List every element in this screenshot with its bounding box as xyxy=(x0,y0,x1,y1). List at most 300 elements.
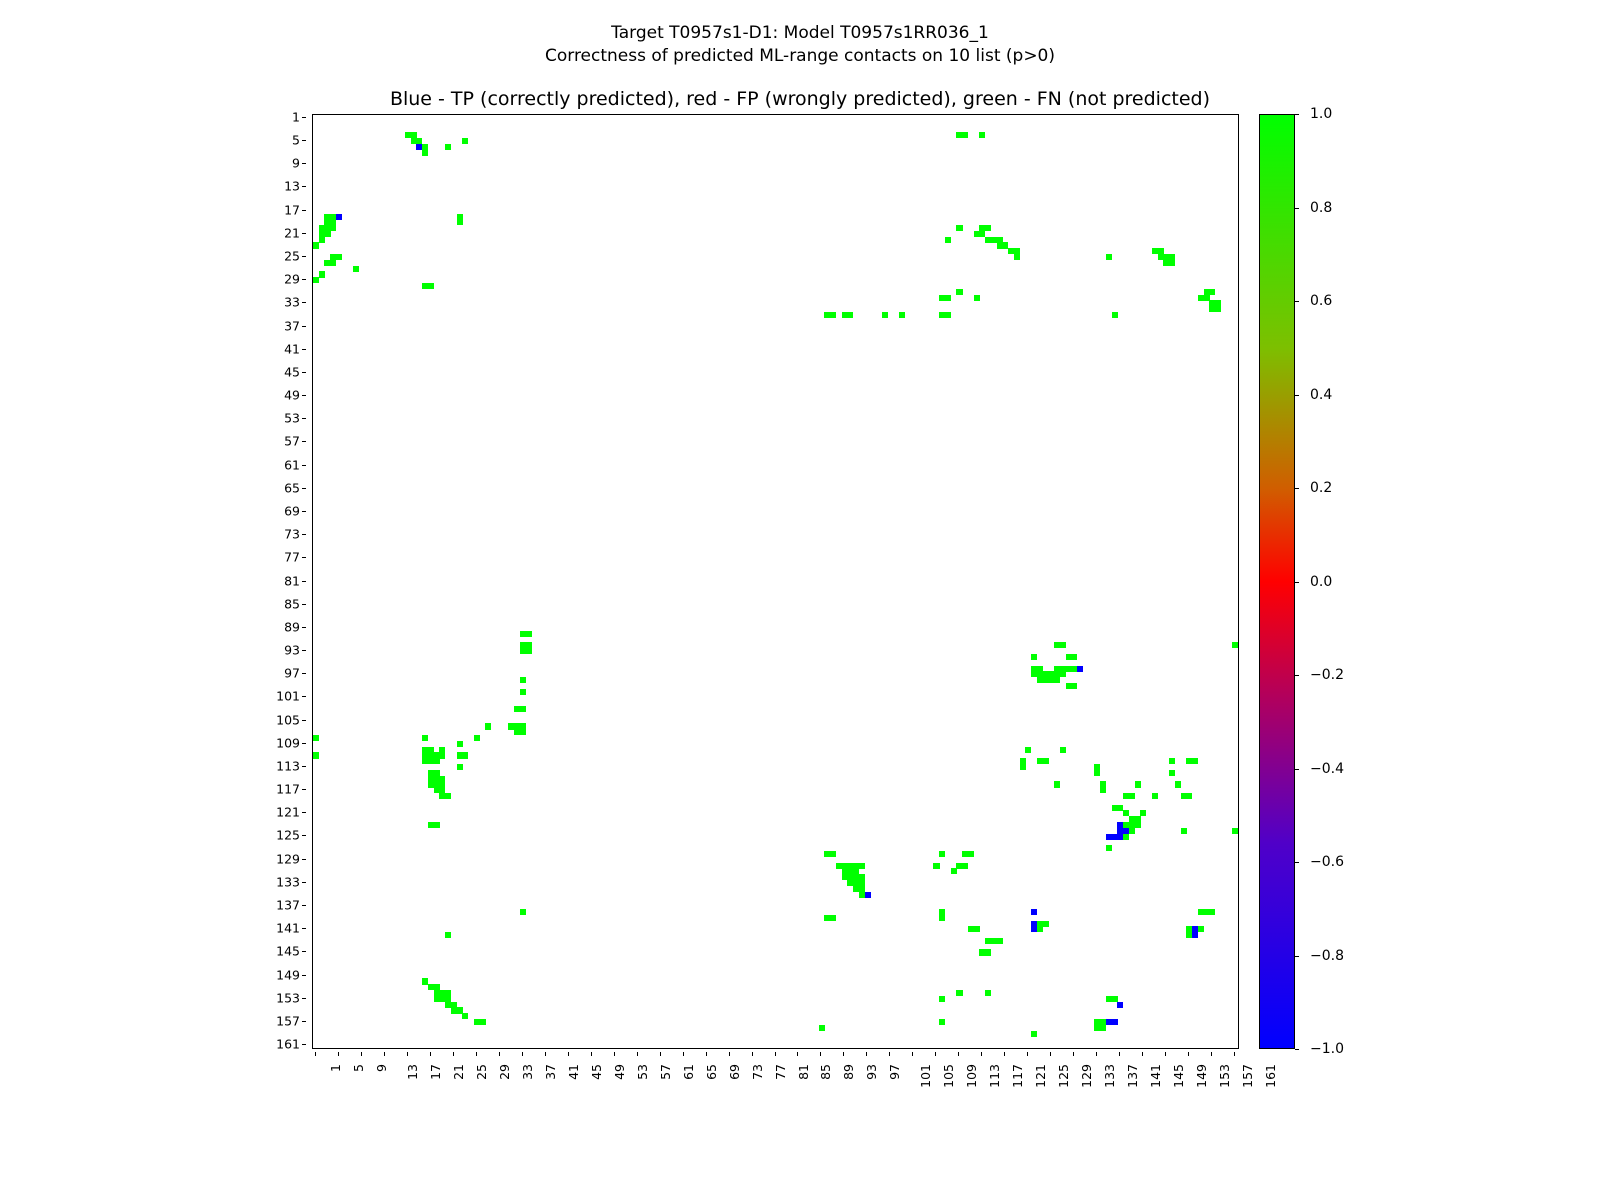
x-tick-label: 133 xyxy=(1102,1064,1118,1088)
x-tick-mark xyxy=(430,1052,431,1056)
contact-cell xyxy=(899,312,905,318)
colorbar-tick-label: 0.6 xyxy=(1310,293,1333,309)
contact-cell xyxy=(313,752,319,758)
x-tick-label: 73 xyxy=(749,1064,765,1080)
x-tick-mark xyxy=(453,1052,454,1056)
colorbar-tick-mark xyxy=(1295,488,1299,489)
contact-cell xyxy=(1181,828,1187,834)
x-tick-label: 1 xyxy=(327,1064,343,1072)
contact-cell xyxy=(979,132,985,138)
y-tick-label: 105 xyxy=(276,712,300,728)
contact-cell xyxy=(985,949,991,955)
y-tick-mark xyxy=(302,279,306,280)
chart-legend-text: Blue - TP (correctly predicted), red - FP (wrongly predicted), green - FN (not predicted) xyxy=(389,88,1211,110)
y-tick-label: 97 xyxy=(284,665,300,681)
x-tick-label: 33 xyxy=(519,1064,535,1080)
y-tick-mark xyxy=(302,210,306,211)
x-tick-label: 85 xyxy=(818,1064,834,1080)
y-tick-mark xyxy=(302,975,306,976)
x-tick-mark xyxy=(1188,1052,1189,1056)
contact-cell xyxy=(1209,289,1215,295)
x-tick-mark xyxy=(775,1052,776,1056)
contact-cell xyxy=(313,735,319,741)
contact-map-plot xyxy=(312,114,1239,1049)
contact-cell xyxy=(462,1013,468,1019)
contact-cell xyxy=(1209,909,1215,915)
y-tick-mark xyxy=(302,557,306,558)
y-tick-mark xyxy=(302,395,306,396)
x-tick-label: 145 xyxy=(1171,1064,1187,1088)
contact-cell xyxy=(520,729,526,735)
contact-cell xyxy=(445,793,451,799)
contact-cell xyxy=(1117,1002,1123,1008)
x-tick-label: 129 xyxy=(1079,1064,1095,1088)
y-tick-mark xyxy=(302,534,306,535)
contact-cell xyxy=(956,990,962,996)
colorbar-tick-mark xyxy=(1295,769,1299,770)
colorbar-tick-label: 0.8 xyxy=(1310,199,1333,216)
contact-cell xyxy=(962,863,968,869)
colorbar-tick-mark xyxy=(1295,114,1299,115)
contact-cell xyxy=(1043,921,1049,927)
y-tick-label: 89 xyxy=(284,619,300,635)
x-tick-label: 141 xyxy=(1148,1064,1164,1088)
x-tick-label: 53 xyxy=(634,1064,650,1080)
y-tick-mark xyxy=(302,859,306,860)
contact-cell xyxy=(434,822,440,828)
y-tick-label: 121 xyxy=(276,804,300,820)
x-tick-mark xyxy=(1073,1052,1074,1056)
contact-cell xyxy=(859,863,865,869)
contact-cell xyxy=(1135,822,1141,828)
y-tick-label: 157 xyxy=(276,1013,300,1029)
x-tick-mark xyxy=(338,1052,339,1056)
y-tick-mark xyxy=(302,465,306,466)
colorbar-tick-mark xyxy=(1295,675,1299,676)
y-tick-mark xyxy=(302,1021,306,1022)
x-tick-mark xyxy=(476,1052,477,1056)
y-tick-mark xyxy=(302,140,306,141)
contact-cell xyxy=(865,892,871,898)
x-tick-mark xyxy=(843,1052,844,1056)
contact-cell xyxy=(956,225,962,231)
contact-cell xyxy=(945,237,951,243)
contact-cell xyxy=(526,648,532,654)
y-tick-label: 113 xyxy=(276,758,300,774)
x-tick-mark xyxy=(1165,1052,1166,1056)
contact-cell xyxy=(462,138,468,144)
contact-cell xyxy=(445,144,451,150)
contact-cell xyxy=(1043,758,1049,764)
y-tick-mark xyxy=(302,256,306,257)
contact-cell xyxy=(945,295,951,301)
contact-cell xyxy=(1025,747,1031,753)
y-tick-label: 69 xyxy=(284,503,300,519)
contact-cell xyxy=(968,851,974,857)
y-tick-label: 77 xyxy=(284,549,300,565)
y-tick-label: 93 xyxy=(284,642,300,658)
contact-cell xyxy=(520,677,526,683)
y-axis-tick-labels xyxy=(0,109,306,1052)
contact-cell xyxy=(1169,770,1175,776)
x-tick-label: 109 xyxy=(964,1064,980,1088)
x-tick-label: 161 xyxy=(1262,1064,1278,1088)
contact-cell xyxy=(1060,747,1066,753)
y-tick-label: 137 xyxy=(276,897,300,913)
y-tick-label: 129 xyxy=(276,851,300,867)
y-tick-label: 153 xyxy=(276,990,300,1006)
contact-cell xyxy=(956,289,962,295)
contact-cell xyxy=(336,214,342,220)
x-tick-mark xyxy=(614,1052,615,1056)
x-tick-mark xyxy=(1027,1052,1028,1056)
x-tick-mark xyxy=(522,1052,523,1056)
x-tick-mark xyxy=(361,1052,362,1056)
x-tick-mark xyxy=(912,1052,913,1056)
x-tick-label: 9 xyxy=(373,1064,389,1072)
contact-cell xyxy=(336,254,342,260)
contact-cell xyxy=(330,225,336,231)
y-tick-label: 125 xyxy=(276,827,300,843)
y-tick-mark xyxy=(302,812,306,813)
y-tick-mark xyxy=(302,511,306,512)
contact-cell xyxy=(997,938,1003,944)
y-tick-mark xyxy=(302,951,306,952)
colorbar-tick-mark xyxy=(1295,301,1299,302)
contact-cell xyxy=(462,752,468,758)
contact-cell xyxy=(1169,758,1175,764)
contact-cell xyxy=(1100,787,1106,793)
x-tick-label: 101 xyxy=(918,1064,934,1088)
x-tick-mark xyxy=(637,1052,638,1056)
contact-cell xyxy=(1054,781,1060,787)
x-tick-mark xyxy=(1119,1052,1120,1056)
contact-cell xyxy=(480,1019,486,1025)
x-tick-mark xyxy=(315,1052,316,1056)
contact-cell xyxy=(422,735,428,741)
contact-cell xyxy=(1037,926,1043,932)
contact-cell xyxy=(457,741,463,747)
x-tick-label: 89 xyxy=(841,1064,857,1080)
contact-cell xyxy=(1014,254,1020,260)
x-tick-mark xyxy=(499,1052,500,1056)
contact-cell xyxy=(1129,828,1135,834)
contact-cell xyxy=(951,868,957,874)
x-tick-label: 121 xyxy=(1033,1064,1049,1088)
contact-cell xyxy=(319,237,325,243)
contact-cell xyxy=(474,735,480,741)
y-tick-mark xyxy=(302,302,306,303)
contact-cell xyxy=(1232,828,1238,834)
x-tick-label: 37 xyxy=(542,1064,558,1080)
colorbar-tick-label: −1.0 xyxy=(1310,1041,1344,1057)
contact-cell xyxy=(1192,932,1198,938)
y-tick-mark xyxy=(302,488,306,489)
x-tick-label: 153 xyxy=(1217,1064,1233,1088)
y-tick-label: 49 xyxy=(284,387,300,403)
x-tick-mark xyxy=(935,1052,936,1056)
x-tick-mark xyxy=(407,1052,408,1056)
y-tick-mark xyxy=(302,604,306,605)
x-tick-mark xyxy=(1004,1052,1005,1056)
x-tick-label: 29 xyxy=(496,1064,512,1080)
contact-cell xyxy=(1106,254,1112,260)
y-tick-label: 25 xyxy=(284,248,300,264)
contact-cell xyxy=(324,231,330,237)
contact-cell xyxy=(1094,770,1100,776)
contact-cell xyxy=(830,915,836,921)
x-tick-mark xyxy=(1142,1052,1143,1056)
y-tick-label: 117 xyxy=(276,781,300,797)
y-tick-label: 85 xyxy=(284,596,300,612)
contact-cell xyxy=(520,689,526,695)
x-tick-label: 93 xyxy=(864,1064,880,1080)
y-tick-mark xyxy=(302,581,306,582)
contact-cell xyxy=(939,851,945,857)
contact-cell xyxy=(1020,764,1026,770)
x-tick-label: 21 xyxy=(450,1064,466,1080)
y-tick-label: 29 xyxy=(284,271,300,287)
colorbar-tick-label: 1.0 xyxy=(1310,106,1333,122)
x-tick-mark xyxy=(1211,1052,1212,1056)
contact-cell xyxy=(1060,642,1066,648)
y-tick-mark xyxy=(302,372,306,373)
y-tick-label: 45 xyxy=(284,364,300,380)
contact-cell xyxy=(1192,758,1198,764)
contact-cell xyxy=(1054,677,1060,683)
x-tick-mark xyxy=(683,1052,684,1056)
contact-cell xyxy=(985,225,991,231)
colorbar-tick-label: 0.2 xyxy=(1310,480,1333,496)
colorbar-tick-mark xyxy=(1295,1049,1299,1050)
x-tick-mark xyxy=(820,1052,821,1056)
y-tick-label: 53 xyxy=(284,410,300,426)
y-tick-mark xyxy=(302,789,306,790)
contact-cell xyxy=(985,990,991,996)
x-tick-label: 41 xyxy=(565,1064,581,1080)
x-tick-label: 149 xyxy=(1194,1064,1210,1088)
colorbar-tick-label: −0.8 xyxy=(1310,947,1344,964)
contact-cell xyxy=(962,132,968,138)
colorbar-tick-label: −0.4 xyxy=(1310,760,1344,777)
x-tick-label: 117 xyxy=(1010,1064,1026,1088)
x-tick-label: 97 xyxy=(887,1064,903,1080)
x-tick-label: 113 xyxy=(987,1064,1003,1088)
contact-cell xyxy=(1106,845,1112,851)
x-tick-mark xyxy=(797,1052,798,1056)
contact-cell xyxy=(1123,834,1129,840)
y-tick-label: 161 xyxy=(276,1036,300,1052)
colorbar-tick-label: 0.4 xyxy=(1310,386,1333,403)
x-tick-mark xyxy=(568,1052,569,1056)
x-tick-mark xyxy=(866,1052,867,1056)
contact-cell xyxy=(882,312,888,318)
y-tick-mark xyxy=(302,627,306,628)
y-tick-label: 5 xyxy=(292,132,300,148)
contact-cell xyxy=(457,764,463,770)
y-tick-mark xyxy=(302,998,306,999)
y-tick-label: 101 xyxy=(276,688,300,704)
colorbar-tick-label: 0.0 xyxy=(1310,573,1333,590)
x-tick-mark xyxy=(660,1052,661,1056)
y-tick-mark xyxy=(302,835,306,836)
x-tick-mark xyxy=(958,1052,959,1056)
x-tick-mark xyxy=(384,1052,385,1056)
x-tick-label: 137 xyxy=(1125,1064,1141,1088)
colorbar-tick-mark xyxy=(1295,208,1299,209)
contact-cell xyxy=(1031,1031,1037,1037)
contact-cell xyxy=(1031,909,1037,915)
y-tick-label: 33 xyxy=(284,294,300,310)
contact-cell xyxy=(520,706,526,712)
x-tick-label: 45 xyxy=(588,1064,604,1080)
y-tick-label: 133 xyxy=(276,874,300,890)
x-tick-label: 17 xyxy=(427,1064,443,1080)
y-tick-label: 57 xyxy=(284,433,300,449)
contact-cell xyxy=(1060,671,1066,677)
x-tick-label: 77 xyxy=(772,1064,788,1080)
colorbar-tick-mark xyxy=(1295,862,1299,863)
y-tick-label: 145 xyxy=(276,943,300,959)
contact-cell xyxy=(313,242,319,248)
x-tick-mark xyxy=(1234,1052,1235,1056)
y-tick-mark xyxy=(302,163,306,164)
x-tick-mark xyxy=(752,1052,753,1056)
chart-title-line2: Correctness of predicted ML-range contacts on 10 list (p>0) xyxy=(544,46,1056,66)
y-tick-mark xyxy=(302,117,306,118)
contact-cell xyxy=(434,758,440,764)
contact-cell xyxy=(945,312,951,318)
y-tick-mark xyxy=(302,673,306,674)
x-tick-label: 81 xyxy=(795,1064,811,1080)
contact-cell xyxy=(457,219,463,225)
contact-cell xyxy=(319,271,325,277)
x-tick-mark xyxy=(729,1052,730,1056)
y-tick-mark xyxy=(302,696,306,697)
contact-cell xyxy=(1071,683,1077,689)
y-tick-mark xyxy=(302,441,306,442)
contact-cell xyxy=(819,1025,825,1031)
contact-cell xyxy=(1169,260,1175,266)
y-tick-label: 61 xyxy=(284,457,300,473)
y-tick-mark xyxy=(302,766,306,767)
contact-cell xyxy=(485,723,491,729)
contact-cell xyxy=(933,863,939,869)
x-tick-label: 125 xyxy=(1056,1064,1072,1088)
contact-map-cells xyxy=(313,115,1238,1048)
y-tick-label: 109 xyxy=(276,735,300,751)
x-tick-label: 25 xyxy=(473,1064,489,1080)
y-tick-label: 149 xyxy=(276,967,300,983)
y-tick-mark xyxy=(302,186,306,187)
y-tick-mark xyxy=(302,233,306,234)
x-tick-mark xyxy=(545,1052,546,1056)
y-tick-mark xyxy=(302,1044,306,1045)
y-tick-mark xyxy=(302,928,306,929)
x-tick-mark xyxy=(706,1052,707,1056)
colorbar-gradient xyxy=(1259,114,1295,1049)
y-tick-label: 65 xyxy=(284,480,300,496)
y-tick-mark xyxy=(302,882,306,883)
contact-cell xyxy=(1140,810,1146,816)
x-tick-mark xyxy=(591,1052,592,1056)
y-tick-mark xyxy=(302,418,306,419)
contact-cell xyxy=(847,312,853,318)
contact-cell xyxy=(1071,654,1077,660)
colorbar-tick-labels xyxy=(1300,106,1420,1057)
x-tick-label: 157 xyxy=(1240,1064,1255,1088)
contact-cell xyxy=(1100,1025,1106,1031)
contact-cell xyxy=(1215,306,1221,312)
y-tick-mark xyxy=(302,743,306,744)
contact-cell xyxy=(1152,793,1158,799)
contact-cell xyxy=(445,932,451,938)
x-tick-mark xyxy=(1050,1052,1051,1056)
x-tick-label: 61 xyxy=(680,1064,696,1080)
contact-cell xyxy=(526,631,532,637)
y-tick-mark xyxy=(302,905,306,906)
y-tick-mark xyxy=(302,349,306,350)
x-tick-label: 49 xyxy=(611,1064,627,1080)
contact-cell xyxy=(974,926,980,932)
contact-cell xyxy=(330,260,336,266)
y-tick-mark xyxy=(302,650,306,651)
chart-title-line1: Target T0957s1-D1: Model T0957s1RR036_1 xyxy=(611,23,989,43)
contact-cell xyxy=(1198,926,1204,932)
colorbar-tick-mark xyxy=(1295,956,1299,957)
x-tick-label: 65 xyxy=(703,1064,719,1080)
y-tick-label: 37 xyxy=(284,318,300,334)
contact-cell xyxy=(1232,642,1238,648)
colorbar-tick-mark xyxy=(1295,395,1299,396)
contact-cell xyxy=(422,150,428,156)
x-tick-label: 69 xyxy=(726,1064,742,1080)
contact-cell xyxy=(1077,666,1083,672)
contact-cell xyxy=(830,851,836,857)
contact-cell xyxy=(939,1019,945,1025)
contact-cell xyxy=(939,915,945,921)
x-tick-mark xyxy=(889,1052,890,1056)
contact-cell xyxy=(974,295,980,301)
contact-cell xyxy=(313,277,319,283)
contact-cell xyxy=(1112,1019,1118,1025)
y-tick-label: 1 xyxy=(292,109,300,125)
y-tick-label: 41 xyxy=(284,341,300,357)
y-tick-label: 141 xyxy=(276,920,300,936)
contact-cell xyxy=(939,996,945,1002)
colorbar-tick-label: −0.6 xyxy=(1310,854,1344,870)
x-tick-mark xyxy=(1096,1052,1097,1056)
x-axis-tick-labels xyxy=(312,1052,1278,1162)
contact-cell xyxy=(439,752,445,758)
x-tick-label: 105 xyxy=(941,1064,957,1088)
x-tick-label: 57 xyxy=(657,1064,673,1080)
y-tick-label: 17 xyxy=(284,202,300,218)
contact-cell xyxy=(1135,781,1141,787)
colorbar-tick-label: −0.2 xyxy=(1310,667,1344,683)
contact-cell xyxy=(353,266,359,272)
contact-cell xyxy=(1031,654,1037,660)
y-tick-label: 73 xyxy=(284,526,300,542)
y-tick-mark xyxy=(302,326,306,327)
y-tick-label: 13 xyxy=(284,178,300,194)
x-tick-label: 5 xyxy=(350,1064,366,1072)
y-tick-label: 21 xyxy=(284,225,300,241)
chart-title xyxy=(0,22,1600,68)
y-tick-label: 81 xyxy=(284,573,300,588)
contact-cell xyxy=(1186,793,1192,799)
x-tick-mark xyxy=(981,1052,982,1056)
